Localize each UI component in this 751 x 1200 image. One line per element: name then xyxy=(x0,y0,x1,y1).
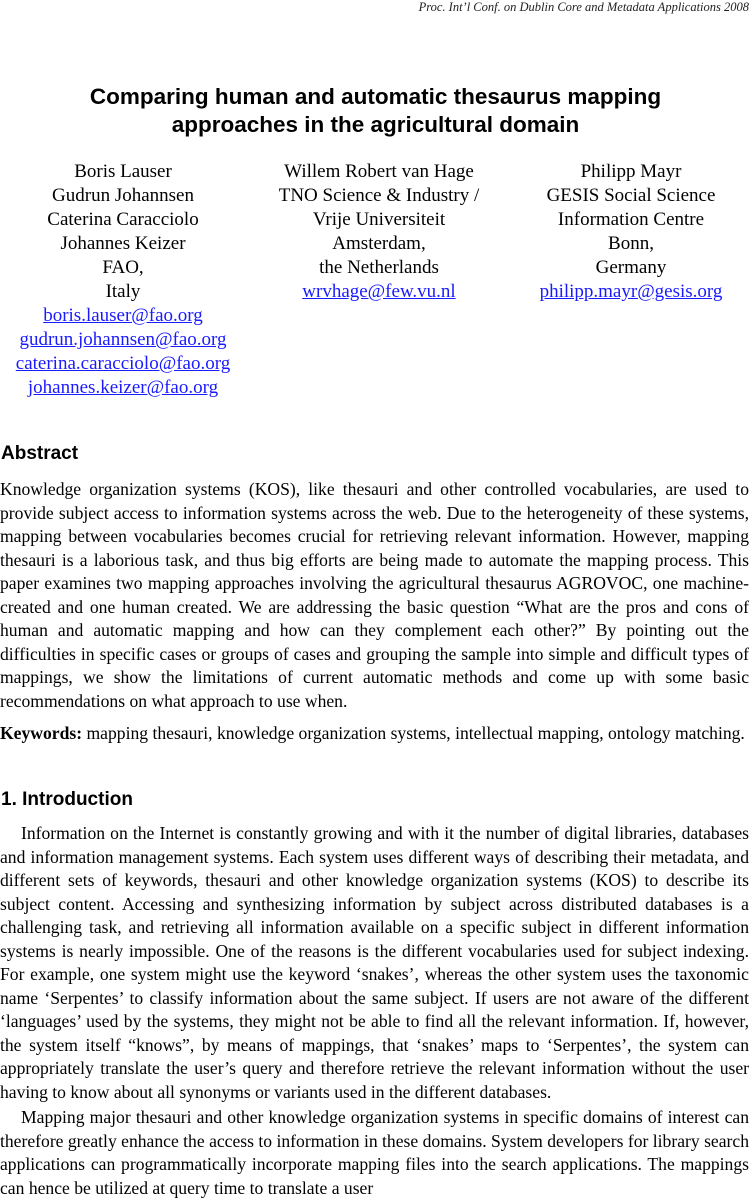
affiliation-line: Italy xyxy=(105,281,141,302)
author-column-fao xyxy=(0,160,246,400)
email-link[interactable]: philipp.mayr@gesis.org xyxy=(539,281,723,302)
introduction-heading: 1. Introduction xyxy=(1,789,133,810)
email-link[interactable]: gudrun.johannsen@fao.org xyxy=(19,329,227,350)
affiliation-line: GESIS Social Science xyxy=(546,185,716,206)
affiliation-line: TNO Science & Industry / xyxy=(278,185,480,206)
affiliation-line: Information Centre xyxy=(557,209,705,230)
running-head: Proc. Int’l Conf. on Dublin Core and Metadata Applications 2008 xyxy=(418,0,749,14)
email-link[interactable]: caterina.caracciolo@fao.org xyxy=(15,353,231,374)
affiliation-line: Amsterdam, xyxy=(332,233,426,254)
abstract-text: Knowledge organization systems (KOS), like thesauri and other controlled vocabularies, are used to provide subject access to information systems across the web. Due to the heterogeneity of these systems, mapping between vocabularies becomes crucial for retrieving relevant information. However, mapping thesauri is a laborious task, and thus big efforts are being made to automate the mapping process. This paper examines two mapping approaches involving the agricultural thesaurus AGROVOC, one machine-created and one human created. We are addressing the basic question “What are the pros and cons of human and automatic mapping and how can they complement each other?” By pointing out the difficulties in specific cases or groups of cases and grouping the sample into simple and difficult types of mappings, we show the limitations of current automatic methods and come up with some basic recommendations on what approach to use when. xyxy=(0,479,749,711)
keywords-paragraph xyxy=(0,722,749,746)
title-line-1: Comparing human and automatic thesaurus mapping xyxy=(89,84,662,109)
introduction-paragraph-1: Information on the Internet is constantly growing and with it the number of digital libraries, databases and information management systems. Each system uses different ways of describing their metadata, and different sets of keywords, thesauri and other knowledge organization systems (KOS) to describe its subject content. Accessing and synthesizing information by subject across distributed databases is a challenging task, and retrieving all information available on a specific subject in different information systems is nearly impossible. One of the reasons is the different vocabularies used for subject indexing. For example, one system might use the keyword ‘snakes’, whereas the other system uses the taxonomic name ‘Serpentes’ to classify information about the same subject. If users are not aware of the different ‘languages’ used by the systems, they might not be able to find all the relevant information. If, however, the system itself “knows”, by means of mappings, that ‘snakes’ maps to ‘Serpentes’, the system can appropriately translate the user’s query and therefore retrieve the relevant information without the user having to know about all synonyms or variants used in the different databases. xyxy=(0,823,749,1102)
keywords-text: mapping thesauri, knowledge organization systems, intellectual mapping, ontology matching. xyxy=(86,723,745,743)
email-link[interactable]: johannes.keizer@fao.org xyxy=(27,377,219,398)
author-name: Gudrun Johannsen xyxy=(52,185,194,206)
email-link[interactable]: wrvhage@few.vu.nl xyxy=(302,281,456,302)
affiliation-line: Vrije Universiteit xyxy=(312,209,446,230)
author-name: Philipp Mayr xyxy=(580,161,682,182)
author-name: Caterina Caracciolo xyxy=(47,209,199,230)
author-name: Willem Robert van Hage xyxy=(284,161,474,182)
affiliation-line: FAO, xyxy=(102,257,144,278)
affiliation-line: the Netherlands xyxy=(319,257,439,278)
abstract-heading: Abstract xyxy=(1,443,79,464)
title-line-2: approaches in the agricultural domain xyxy=(171,112,580,137)
author-name: Boris Lauser xyxy=(74,161,172,182)
affiliation-line: Bonn, xyxy=(608,233,654,254)
introduction-paragraph-2: Mapping major thesauri and other knowledge organization systems in specific domains of interest can therefore greatly enhance the access to information in these domains. System developers for library search applications can programmatically incorporate mapping files into the search applications. The mappings can hence be utilized at query time to translate a user xyxy=(0,1107,749,1198)
author-column-gesis xyxy=(515,160,747,304)
email-link[interactable]: boris.lauser@fao.org xyxy=(43,305,203,326)
author-column-tno xyxy=(258,160,500,304)
keywords-label: Keywords: xyxy=(0,723,83,743)
author-name: Johannes Keizer xyxy=(60,233,186,254)
paper-title xyxy=(0,83,751,139)
affiliation-line: Germany xyxy=(595,257,667,278)
